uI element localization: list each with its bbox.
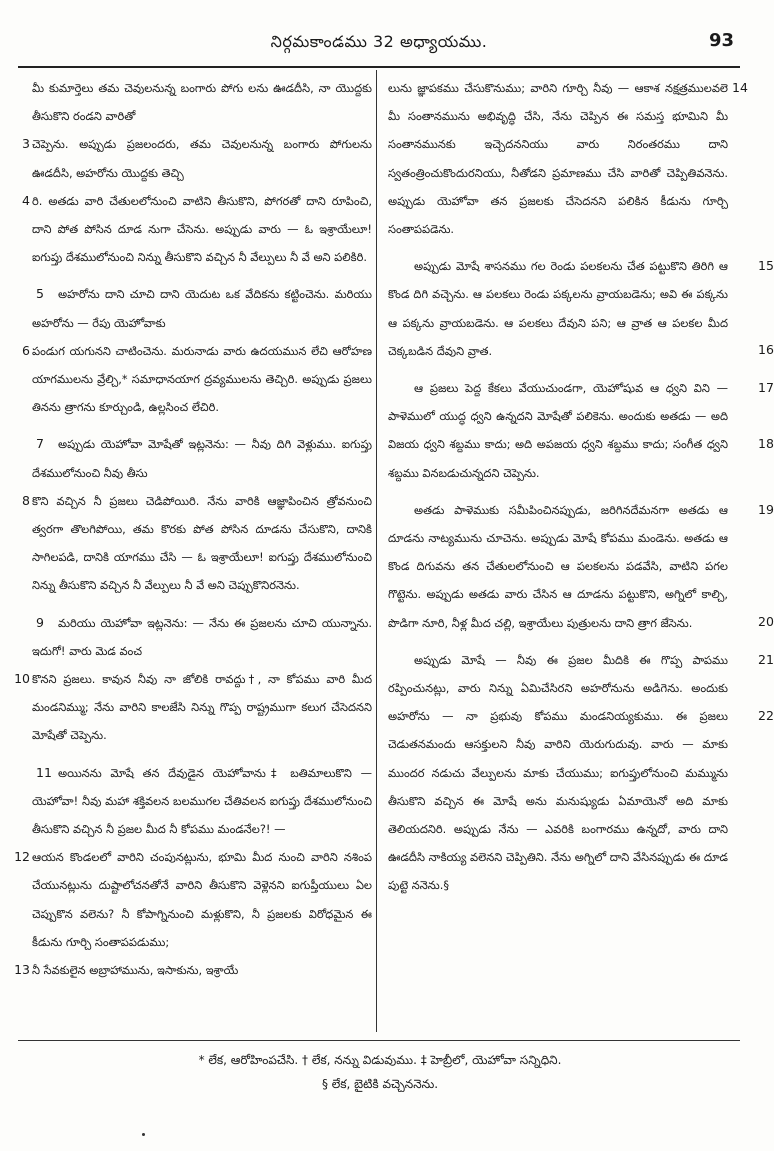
paragraph: 13 నీ సేవకులైన అబ్రాహామును, ఇసాకును, ఇశ్రాయే — [32, 956, 372, 984]
right-column — [388, 74, 774, 900]
verse-number: 20 — [758, 613, 774, 629]
paragraph: 7 అప్పుడు యెహోవా మోషేతో ఇట్లనెను: — నీవు దిగి వెళ్లుము. ఐగుప్తు దేశములోనుంచి నీవు తీసు — [32, 430, 372, 486]
print-speck — [142, 1133, 145, 1136]
verse-number: 17 — [758, 380, 774, 396]
paragraph: 10 కొనని ప్రజలు. కావున నీవు నా జోలికి రావద్దు†, నా కోపము వారి మీద మండనిమ్ము; నేను వారిని కాలజేసి నిన్ను గొప్ప రాష్ట్రముగా కలుగ చేసెదనని మోషేతో చెప్పెను. — [32, 665, 372, 750]
verse-number: 16 — [758, 342, 774, 358]
verse-number: 15 — [758, 258, 774, 274]
header-rule — [18, 66, 740, 68]
verse-number: 10 — [14, 671, 30, 687]
paragraph: 8 కొని వచ్చిన నీ ప్రజలు చెడిపోయిరి. నేను వారికి ఆజ్ఞాపించిన త్రోవనుంచి త్వరగా తొలగిపోయి, తమ కొరకు పోత పోసిన దూడను చేసుకొని, దానికి సాగిలపడి, దానికి యాగము చేసి — ఓ ఇశ్రాయేలూ! ఐగుప్తు దేశములోనుంచి నిన్ను తీసుకొని వచ్చిన నీ వేల్పులు నీ వే అని చెప్పుకొనిరనెను. — [32, 487, 372, 600]
verse-number: 14 — [732, 80, 748, 95]
paragraph: 6 పండుగ యగునని చాటించెను. మరునాడు వారు ఉదయమున లేచి ఆరోహణ యాగములను వ్రేల్చి,* సమాధానయాగ ద్రవ్యములను తెచ్చిరి. అప్పుడు ప్రజలు తినను త్రాగను కూర్చుండి, ఉల్లసించ లేచిరి. — [32, 337, 372, 422]
verse-number: 7 — [36, 436, 44, 452]
left-column — [14, 74, 372, 984]
verse-number: 13 — [14, 962, 30, 978]
verse-number: 19 — [758, 501, 774, 517]
verse-number: 21 — [758, 651, 774, 667]
running-head: నిర్గమకాండము 32 అధ్యాయము. — [270, 32, 488, 51]
verse-number: 11 — [36, 764, 52, 780]
paragraph: 3 చెప్పెను. అప్పుడు ప్రజలందరు, తమ చెవులనున్న బంగారు పోగులను ఊడదీసి, అహరోను యొద్దకు తెచ్చి — [32, 130, 372, 186]
verse-number: 4 — [22, 192, 30, 208]
paragraph: 12 ఆయన కొండలలో వారిని చంపునట్లును, భూమి మీద నుంచి వారిని నశింప చేయునట్లును దుష్టాలోచనతోనే వారిని తీసుకొని వెళ్లెనని ఐగుప్తీయులు ఏల చెప్పుకొన వలెను? నీ కోపాగ్నినుంచి మళ్లుకొని, నీ ప్రజలకు విరోధమైన ఈ కీడును గూర్చి సంతాపపడుము; — [32, 843, 372, 956]
paragraph: 19 అతడు పాళెముకు సమీపించినప్పుడు, జరిగినదేమనగా అతడు ఆ దూడను నాట్యమును చూచెను. అప్పుడు మోషే కోపము మండెను. అతడు ఆ కొండ దిగువను తన చేతులలోనుంచి ఆ పలకలను పడవేసి, వాటిని పగల గొట్టెను. అప్పుడు అతడు వారు చేసిన ఆ దూడను పట్టుకొని, అగ్నిలో కాల్చి, పొడిగా నూరి, నీళ్ల మీద చల్లి, ఇశ్రాయేలు పుత్రులను దాని త్రాగ జేసెను. 20 — [388, 496, 728, 637]
footnotes — [60, 1048, 700, 1096]
paragraph: 11 అయినను మోషే తన దేవుడైన యెహోవాను‡ బతిమాలుకొని — యెహోవా! నీవు మహా శక్తివలన బలముగల చేతివలన ఐగుప్తు దేశములోనుంచి తీసుకొని వచ్చిన నీ ప్రజల మీద నీ కోపము మండనేల?! — — [32, 759, 372, 844]
footnote-rule — [18, 1040, 740, 1041]
verse-number: 18 — [758, 436, 774, 452]
footnote-line: § లేక, బైటికి వచ్చెననెను. — [321, 1077, 439, 1091]
paragraph: 9 మరియు యెహోవా ఇట్లనెను: — నేను ఈ ప్రజలను చూచి యున్నాను. ఇదుగో! వారు మెడ వంచ — [32, 609, 372, 665]
column-divider — [376, 70, 377, 1032]
paragraph: 17 ఆ ప్రజలు పెద్ద కేకలు వేయుచుండగా, యెహోషువ ఆ ధ్వని విని — పాళెములో యుద్ధ ధ్వని ఉన్నదని మోషేతో పలికెను. అందుకు అతడు — అది విజయ ధ్వని శబ్దము కాదు; అది అపజయ ధ్వని శబ్దము కాదు; సంగీత ధ్వని శబ్దము వినబడుచున్నదని చెప్పెను. 18 — [388, 374, 728, 487]
verse-number: 3 — [22, 136, 30, 152]
paragraph: 5 అహరోను దాని చూచి దాని యెదుట ఒక వేదికను కట్టించెను. మరియు అహరోను — రేపు యెహోవాకు — [32, 280, 372, 336]
page-number: 93 — [708, 30, 734, 51]
page-header — [18, 22, 740, 62]
paragraph: 4 రి. అతడు వారి చేతులలోనుంచి వాటిని తీసుకొని, పోగరతో దాని రూపించి, దాని పోత పోసిన దూడ నుగా చేసెను. అప్పుడు వారు — ఓ ఇశ్రాయేలూ! ఐగుప్తు దేశములోనుంచి నిన్ను తీసుకొని వచ్చిన నీ వేల్పులు నీ వే అని పలికిరి. — [32, 187, 372, 272]
verse-number: 9 — [36, 614, 44, 630]
verse-number: 6 — [22, 342, 30, 358]
footnote-line: * లేక, ఆరోహింపచేసి. † లేక, నన్ను విడువుము. ‡ హెబ్రీలో, యెహోవా సన్నిధిని. — [198, 1053, 562, 1067]
paragraph: మీ కుమార్తెలు తమ చెవులనున్న బంగారు పోగు లను ఊడదీసి, నా యొద్దకు తీసుకొని రండని వారితో — [32, 81, 372, 124]
paragraph: 15 అప్పుడు మోషే శాసనము గల రెండు పలకలను చేత పట్టుకొని తిరిగి ఆ కొండ దిగి వచ్చెను. ఆ పలకలు రెండు పక్కలను వ్రాయబడెను; అవి ఈ పక్కను ఆ పక్కను వ్రాయబడెను. ఆ పలకలు దేవుని పని; ఆ వ్రాత ఆ పలకల మీద చెక్కబడిన దేవుని వ్రాత. 16 — [388, 252, 728, 365]
paragraph: 21 అప్పుడు మోషే — నీవు ఈ ప్రజల మీదికి ఈ గొప్ప పాపము రప్పించునట్లు, వారు నిన్ను ఏమిచేసిరని అహరోనును అడిగెను. అందుకు అహరోను — నా ప్రభువు కోపము మండనియ్యకుము. ఈ ప్రజలు చెడుతనమందు ఆసక్తులని నీవు వారిని యెరుగుదువు. వారు — మాకు ముందర నడుచు వేల్పులను మాకు చేయుము; ఐగుప్తులోనుంచి మమ్మును తీసుకొని వచ్చిన ఈ మోషే అను మనుష్యుడు ఏమాయెనో అది మాకు తెలియదనిరి. అప్పుడు నేను — ఎవరికి బంగారము ఉన్నదో, వారు దాని ఊడదీసి నాకియ్య వలెనని చెప్పితిని. నేను అగ్నిలో దాని వేసినప్పుడు ఈ దూడ పుట్టె ననెను.§ 22 — [388, 646, 728, 900]
verse-number: 12 — [14, 849, 30, 865]
verse-number: 8 — [22, 492, 30, 508]
verse-number: 22 — [758, 707, 774, 723]
paragraph: 14 లును జ్ఞాపకము చేసుకొనుము; వారిని గూర్చి నీవు — ఆకాశ నక్షత్రములవలె మీ సంతానమును అభివృద్ధి చేసి, నేను చెప్పిన ఈ సమస్త భూమిని మీ సంతానమునకు ఇచ్చెదననియు వారు నిరంతరము దాని స్వతంత్రించుకొందురనియు, నీతోడని ప్రమాణము చేసి వారితో చెప్పితివనెను. అప్పుడు యెహోవా తన ప్రజలకు చేసెదనని పలికిన కీడును గూర్చి సంతాపపడెను. — [388, 74, 728, 243]
verse-number: 5 — [36, 286, 44, 302]
